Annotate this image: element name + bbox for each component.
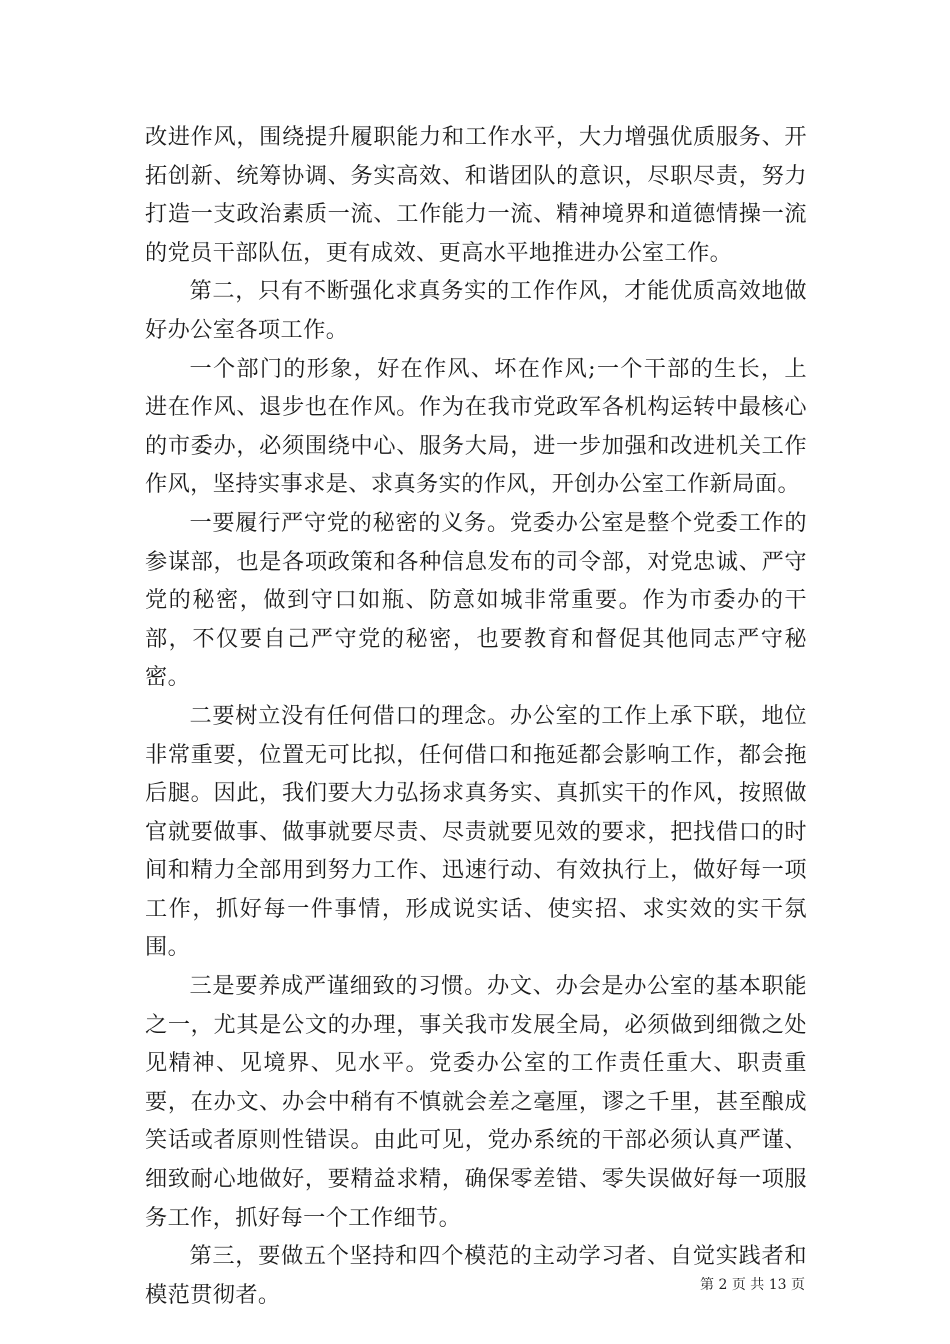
paragraph-2: 第二，只有不断强化求真务实的工作作风，才能优质高效地做好办公室各项工作。	[145, 278, 807, 343]
paragraph-1: 改进作风，围绕提升履职能力和工作水平，大力增强优质服务、开拓创新、统筹协调、务实高效、和谐团队的意识，尽职尽责，努力打造一支政治素质一流、工作能力一流、精神境界和道德情操一流的党员干部队伍，更有成效、更高水平地推进办公室工作。	[145, 124, 807, 266]
paragraph-3: 一个部门的形象，好在作风、坏在作风;一个干部的生长，上进在作风、退步也在作风。作为在我市党政军各机构运转中最核心的市委办，必须围绕中心、服务大局，进一步加强和改进机关工作作风，坚持实事求是、求真务实的作风，开创办公室工作新局面。	[145, 355, 807, 498]
paragraph-7: 第三，要做五个坚持和四个模范的主动学习者、自觉实践者和模范贯彻者。	[145, 1243, 807, 1308]
paragraph-4: 一要履行严守党的秘密的义务。党委办公室是整个党委工作的参谋部，也是各项政策和各种信息发布的司令部，对党忠诚、严守党的秘密，做到守口如瓶、防意如城非常重要。作为市委办的干部，不仅要自己严守党的秘密，也要教育和督促其他同志严守秘密。	[145, 509, 807, 691]
document-body	[145, 118, 807, 1314]
paragraph-5: 二要树立没有任何借口的理念。办公室的工作上承下联，地位非常重要，位置无可比拟，任何借口和拖延都会影响工作，都会拖后腿。因此，我们要大力弘扬求真务实、真抓实干的作风，按照做官就要做事、做事就要尽责、尽责就要见效的要求，把找借口的时间和精力全部用到努力工作、迅速行动、有效执行上，做好每一项工作，抓好每一件事情，形成说实话、使实招、求实效的实干氛围。	[145, 702, 807, 961]
paragraph-6: 三是要养成严谨细致的习惯。办文、办会是办公室的基本职能之一，尤其是公文的办理，事关我市发展全局，必须做到细微之处见精神、见境界、见水平。党委办公室的工作责任重大、职责重要，在办文、办会中稍有不慎就会差之毫厘，谬之千里，甚至酿成笑话或者原则性错误。由此可见，党办系统的干部必须认真严谨、细致耐心地做好，要精益求精，确保零差错、零失误做好每一项服务工作，抓好每一个工作细节。	[145, 973, 807, 1231]
page-number: 第 2 页 共 13 页	[700, 1277, 805, 1293]
